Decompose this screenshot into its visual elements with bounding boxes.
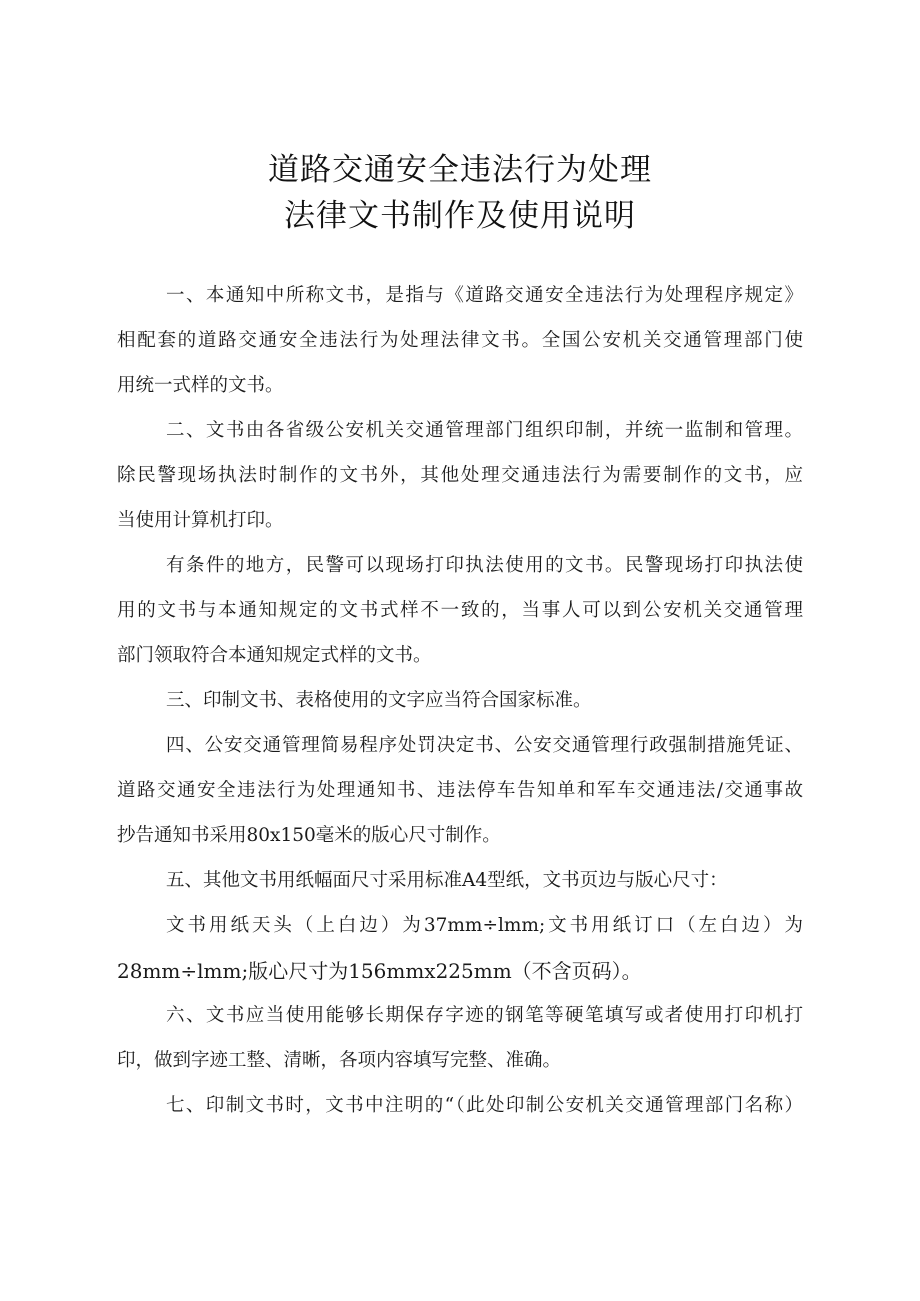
paragraph-8-line-1: 七、印制文书时，文书中注明的“（此处印制公安机关交通管理部门名称） (166, 1095, 803, 1116)
paragraph-3-line-3: 部门领取符合本通知规定式样的文书。 (117, 645, 432, 666)
paragraph-6-line-2: 文书用纸天头（上白边）为37mm÷lmm;文书用纸订口（左白边）为 (166, 915, 803, 936)
paragraph-7-line-1: 六、文书应当使用能够长期保存字迹的钢笔等硬笔填写或者使用打印机打 (166, 1005, 803, 1026)
paragraph-5-line-1: 四、公安交通管理简易程序处罚决定书、公安交通管理行政强制措施凭证、 (166, 735, 803, 756)
paragraph-3-line-2: 用的文书与本通知规定的文书式样不一致的，当事人可以到公安机关交通管理 (117, 600, 803, 621)
paragraph-1-line-1: 一、本通知中所称文书，是指与《道路交通安全违法行为处理程序规定》 (166, 285, 803, 306)
paragraph-5-line-3: 抄告通知书采用80x150毫米的版心尺寸制作。 (117, 825, 501, 846)
paragraph-2-line-1: 二、文书由各省级公安机关交通管理部门组织印制，并统一监制和管理。 (166, 420, 803, 441)
paragraph-1-line-3: 用统一式样的文书。 (117, 375, 284, 396)
paragraph-2-line-3: 当使用计算机打印。 (117, 510, 284, 531)
document-title-line-1: 道路交通安全违法行为处理 (268, 152, 652, 188)
paragraph-6-line-3: 28mm÷lmm;版心尺寸为156mmx225mm（不含页码）。 (117, 959, 642, 983)
paragraph-4-line-1: 三、印制文书、表格使用的文字应当符合国家标准。 (166, 690, 592, 711)
paragraph-1-line-2: 相配套的道路交通安全违法行为处理法律文书。全国公安机关交通管理部门使 (117, 330, 803, 351)
paragraph-2-line-2: 除民警现场执法时制作的文书外，其他处理交通违法行为需要制作的文书，应 (117, 465, 803, 486)
paragraph-3-line-1: 有条件的地方，民警可以现场打印执法使用的文书。民警现场打印执法使 (166, 555, 803, 576)
document-title-line-2: 法律文书制作及使用说明 (284, 198, 636, 234)
paragraph-6-line-1: 五、其他文书用纸幅面尺寸采用标准A4型纸，文书页边与版心尺寸： (166, 870, 728, 891)
paragraph-5-line-2: 道路交通安全违法行为处理通知书、违法停车告知单和军车交通违法/交通事故 (117, 780, 803, 801)
paragraph-7-line-2: 印，做到字迹工整、清晰，各项内容填写完整、准确。 (117, 1050, 562, 1071)
